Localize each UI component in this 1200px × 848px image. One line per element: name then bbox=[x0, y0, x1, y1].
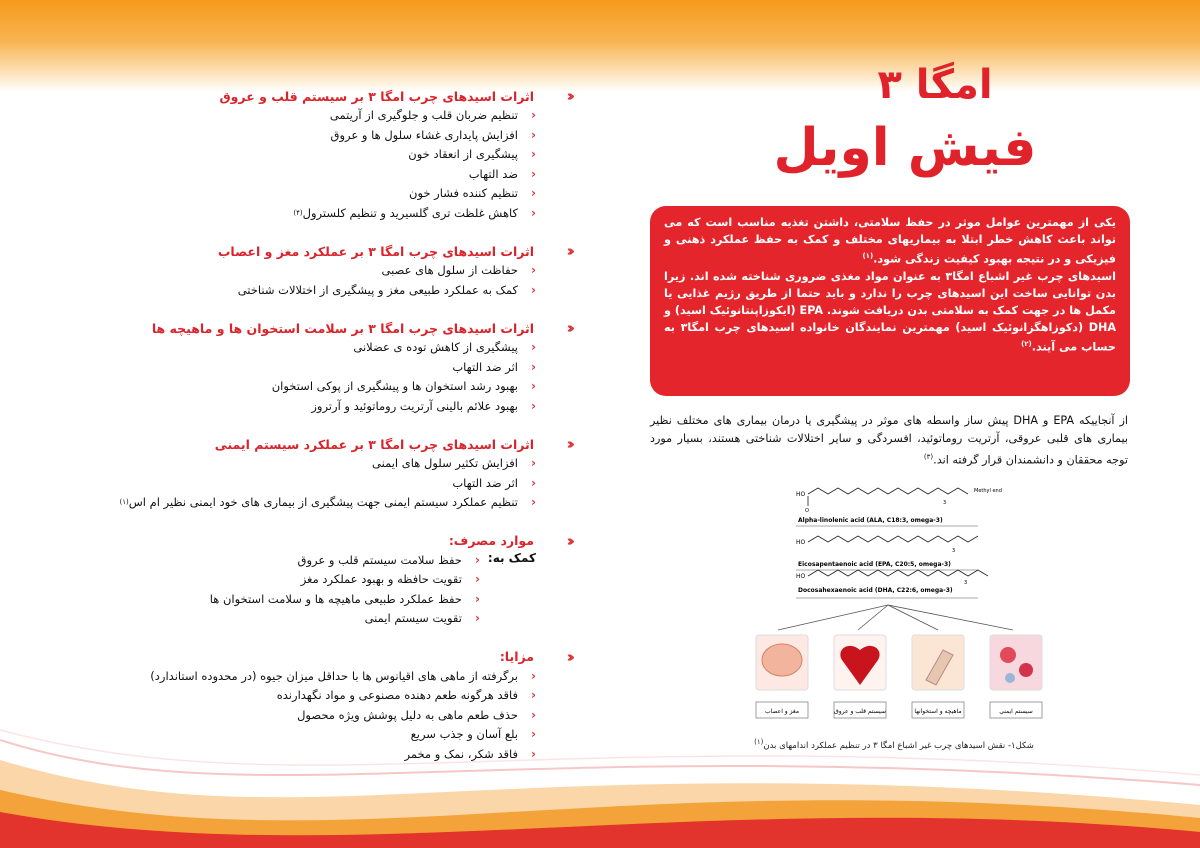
chevron-bullet-icon: ‹ bbox=[531, 166, 536, 181]
chevron-bullet-icon: ‹ bbox=[531, 379, 536, 393]
list-item-text: فاقد شکر، نمک و مخمر bbox=[404, 746, 518, 761]
omega3-diagram bbox=[738, 480, 1058, 750]
ho-label: HO bbox=[796, 491, 806, 498]
body-ref: (۳) bbox=[923, 453, 934, 461]
section-immune bbox=[80, 434, 570, 513]
intro-red-box bbox=[650, 206, 1130, 396]
chevron-bullet-icon: ‹ bbox=[531, 456, 536, 470]
section-title-row bbox=[80, 86, 570, 106]
triple-chevron-icon: ‹‹‹ bbox=[566, 435, 570, 453]
list-item-text: تقویت حافظه و بهبود عملکرد مغز bbox=[300, 572, 462, 586]
ala-chain bbox=[808, 488, 968, 494]
body-paragraph bbox=[650, 412, 1128, 470]
chevron-bullet-icon: ‹ bbox=[531, 340, 536, 354]
section-list bbox=[80, 261, 570, 300]
figure-caption-text: شکل۱- نقش اسیدهای چرب غیر اشباع امگا ۳ در تنظیم عملکرد اندامهای بدن bbox=[763, 740, 1034, 751]
chevron-bullet-icon: ‹ bbox=[531, 205, 536, 220]
section-title: اثرات اسیدهای چرب امگا ۳ بر عملکرد سیستم ایمنی bbox=[214, 436, 534, 452]
chevron-bullet-icon: ‹ bbox=[531, 727, 536, 741]
triple-chevron-icon: ‹‹‹ bbox=[566, 87, 570, 105]
section-title: اثرات اسیدهای چرب امگا ۳ بر سیستم قلب و عروق bbox=[219, 88, 534, 104]
list-item-text: بهبود رشد استخوان ها و پیشگیری از پوکی استخوان bbox=[271, 379, 518, 393]
ho-label: HO bbox=[796, 539, 806, 546]
list-item-text: تنظیم ضربان قلب و جلوگیری از آریتمی bbox=[329, 108, 518, 122]
list-item bbox=[210, 551, 480, 571]
list-item bbox=[80, 204, 536, 224]
title-fish-oil: فیش اویل bbox=[773, 118, 1037, 178]
list-item bbox=[80, 667, 536, 687]
list-item-text: اثر ضد التهاب bbox=[452, 475, 518, 490]
epa-chain bbox=[808, 536, 978, 542]
list-item-text: حذف طعم ماهی به دلیل پوشش ویژه محصول bbox=[297, 707, 518, 722]
list-item-text: کمک به عملکرد طبیعی مغز و پیشگیری از اختلالات شناختی bbox=[237, 282, 518, 297]
chevron-bullet-icon: ‹ bbox=[531, 127, 536, 142]
acid-label-ala: Alpha-linolenic acid (ALA, C18:3, omega-3) bbox=[798, 517, 943, 524]
ho-label: HO bbox=[796, 573, 806, 580]
list-item bbox=[210, 570, 480, 590]
chevron-bullet-icon: ‹ bbox=[531, 186, 536, 200]
list-item-text: بلع آسان و جذب سریع bbox=[410, 727, 518, 741]
title-omega3: امگا ۳ bbox=[877, 62, 993, 108]
section-title-row bbox=[80, 241, 570, 261]
usage-list bbox=[210, 551, 480, 629]
box-label-brain: مغز و اعصاب bbox=[764, 708, 800, 715]
list-item-text: افزایش پایداری غشاء سلول ها و عروق bbox=[330, 127, 518, 142]
immune-cell-icon bbox=[1019, 663, 1033, 677]
list-item-text: بهبود علائم بالینی آرتریت روماتوئید و آرتروز bbox=[311, 398, 518, 413]
section-list bbox=[80, 338, 570, 416]
list-item-ref: (۴) bbox=[293, 208, 303, 217]
chevron-bullet-icon: ‹ bbox=[531, 495, 536, 509]
triple-chevron-icon: ‹‹‹ bbox=[566, 647, 570, 666]
chevron-bullet-icon: ‹ bbox=[474, 552, 480, 567]
body-paragraph-text: از آنجاییکه EPA و DHA پیش ساز واسطه های موثر در پیشگیری یا درمان بیماری های مختلف نظیر بیماری های قلبی عروقی، آرتریت روماتوئید، افسردگی و سایر اختلالات شناختی هستند، بسیار مورد توجه محققان و دانشمندان قرار گرفته اند. bbox=[650, 414, 1128, 467]
methyl-end-label: Methyl end bbox=[974, 488, 1002, 494]
immune-cell-icon bbox=[1000, 647, 1016, 663]
list-item bbox=[80, 281, 536, 301]
list-item bbox=[80, 493, 536, 513]
dha-chain bbox=[808, 570, 988, 576]
chevron-bullet-icon: ‹ bbox=[531, 263, 536, 277]
section-heart bbox=[80, 86, 570, 223]
figure-caption bbox=[730, 738, 1058, 751]
benefits-title-row bbox=[80, 647, 570, 667]
list-item bbox=[80, 184, 536, 204]
box-label-heart: سیستم قلب و عروق bbox=[834, 708, 886, 715]
list-item-text: پیشگیری از انعقاد خون bbox=[408, 147, 518, 161]
arrow-line bbox=[888, 605, 1013, 630]
list-item bbox=[80, 261, 536, 281]
benefits-list bbox=[80, 667, 570, 765]
arrow-line bbox=[888, 605, 938, 630]
section-benefits bbox=[80, 647, 570, 765]
chevron-bullet-icon: ‹ bbox=[531, 147, 536, 161]
list-item bbox=[80, 454, 536, 474]
chevron-bullet-icon: ‹ bbox=[474, 572, 480, 586]
list-item bbox=[80, 725, 536, 745]
intro-paragraph-2: اسیدهای چرب غیر اشباع امگا۳ به عنوان مواد مغذی ضروری شناخته شده اند. زیرا بدن توانایی ساخت این اسیدهای چرب را ندارد و باید حتما از طریق رژیم غذایی یا مکمل ها در جهت کمک به سلامتی بدن دریافت شوند. EPA (ایکوزاپنتانوئیک اسید) و DHA (دکوزاهگزانوئیک اسید) مهمترین نمایندگان خانواده اسیدهای چرب امگا۳ به حساب می آیند. bbox=[664, 269, 1116, 354]
immune-icon-frame bbox=[990, 635, 1042, 690]
list-item bbox=[210, 590, 480, 610]
top-orange-band bbox=[0, 0, 1200, 92]
section-title-row bbox=[80, 434, 570, 454]
list-item bbox=[80, 377, 536, 397]
list-item bbox=[210, 609, 480, 629]
list-item bbox=[80, 686, 536, 706]
section-title: اثرات اسیدهای چرب امگا ۳ بر سلامت استخوان ها و ماهیچه ها bbox=[151, 320, 534, 336]
list-item-text: حفظ عملکرد طبیعی ماهیچه ها و سلامت استخوان ها bbox=[209, 591, 462, 606]
omega-position-label: 3 bbox=[952, 548, 956, 554]
triple-chevron-icon: ‹‹‹ bbox=[566, 531, 570, 550]
triple-chevron-icon: ‹‹‹ bbox=[566, 319, 570, 337]
intro-ref-1: (۱) bbox=[862, 252, 874, 260]
section-title-row bbox=[80, 318, 570, 338]
acid-label-epa: Eicosapentaenoic acid (EPA, C20:5, omega-3) bbox=[798, 561, 951, 568]
chevron-bullet-icon: ‹ bbox=[531, 688, 536, 702]
benefits-title: مزایا: bbox=[499, 649, 534, 664]
usage-help-row bbox=[80, 551, 570, 629]
list-item-text: حفظ سلامت سیستم قلب و عروق bbox=[297, 552, 462, 567]
section-brain bbox=[80, 241, 570, 300]
section-list bbox=[80, 106, 570, 223]
arrow-line bbox=[778, 605, 888, 630]
list-item bbox=[80, 706, 536, 726]
box-label-bones: ماهیچه و استخوانها bbox=[914, 708, 962, 715]
brain-icon bbox=[762, 644, 802, 676]
chevron-bullet-icon: ‹ bbox=[531, 475, 536, 490]
chevron-bullet-icon: ‹ bbox=[531, 282, 536, 297]
figure-caption-ref: (۱) bbox=[754, 738, 764, 746]
o-label: O bbox=[805, 508, 809, 514]
list-item bbox=[80, 397, 536, 417]
list-item bbox=[80, 145, 536, 165]
list-item bbox=[80, 106, 536, 126]
list-item-text: افزایش تکثیر سلول های ایمنی bbox=[372, 456, 518, 470]
intro-ref-2: (۲) bbox=[1021, 339, 1032, 348]
list-item bbox=[80, 358, 536, 378]
usage-title-row bbox=[80, 531, 570, 551]
list-item-text: تقویت سیستم ایمنی bbox=[364, 611, 462, 625]
list-item-text: پیشگیری از کاهش توده ی عضلانی bbox=[353, 340, 518, 354]
list-item-text: برگرفته از ماهی های اقیانوس ها با حداقل میزان جیوه (در محدوده استاندارد) bbox=[150, 668, 518, 683]
chevron-bullet-icon: ‹ bbox=[531, 707, 536, 722]
list-item bbox=[80, 165, 536, 185]
list-item-text: کاهش غلظت تری گلسیرید و تنظیم کلسترول bbox=[302, 205, 518, 220]
list-item-text: اثر ضد التهاب bbox=[452, 359, 518, 374]
triple-chevron-icon: ‹‹‹ bbox=[566, 242, 570, 260]
section-usage bbox=[80, 531, 570, 629]
list-item-text: ضد التهاب bbox=[468, 166, 518, 181]
acid-label-dha: Docosahexaenoic acid (DHA, C22:6, omega-3) bbox=[798, 587, 953, 594]
list-item bbox=[80, 745, 536, 765]
chevron-bullet-icon: ‹ bbox=[531, 108, 536, 122]
chevron-bullet-icon: ‹ bbox=[474, 611, 480, 625]
list-item-text: تنظیم عملکرد سیستم ایمنی جهت پیشگیری از بیماری های خود ایمنی نظیر ام اس bbox=[128, 495, 518, 509]
list-item-text: حفاظت از سلول های عصبی bbox=[381, 263, 518, 277]
chevron-bullet-icon: ‹ bbox=[531, 359, 536, 374]
list-item bbox=[80, 338, 536, 358]
section-bones bbox=[80, 318, 570, 416]
omega-position-label: 3 bbox=[943, 500, 947, 506]
usage-title: موارد مصرف: bbox=[448, 533, 534, 548]
list-item bbox=[80, 474, 536, 494]
box-label-immune: سیستم ایمنی bbox=[999, 708, 1033, 715]
chevron-bullet-icon: ‹ bbox=[531, 746, 536, 761]
chevron-bullet-icon: ‹ bbox=[474, 591, 480, 606]
help-label: کمک به: bbox=[487, 550, 536, 565]
omega-position-label: 3 bbox=[964, 580, 968, 586]
intro-paragraph-1: یکی از مهمترین عوامل موثر در حفظ سلامتی، داشتن تغذیه مناسب است که می تواند باعث کاهش خطر ابتلا به بیماریهای مختلف و کمک به حفظ عملکرد ذهنی و فیزیکی و در نتیجه بهبود کیفیت زندگی شود. bbox=[664, 216, 1116, 266]
chevron-bullet-icon: ‹ bbox=[531, 398, 536, 413]
list-item-text: فاقد هرگونه طعم دهنده مصنوعی و مواد نگهدارنده bbox=[276, 688, 518, 702]
list-item bbox=[80, 126, 536, 146]
list-item-ref: (۱) bbox=[119, 498, 129, 506]
chevron-bullet-icon: ‹ bbox=[531, 668, 536, 683]
section-title: اثرات اسیدهای چرب امگا ۳ بر عملکرد مغز و اعصاب bbox=[217, 243, 534, 259]
left-column bbox=[80, 86, 570, 782]
list-item-text: تنظیم کننده فشار خون bbox=[409, 186, 518, 200]
immune-cell-icon bbox=[1005, 673, 1015, 683]
section-list bbox=[80, 454, 570, 513]
